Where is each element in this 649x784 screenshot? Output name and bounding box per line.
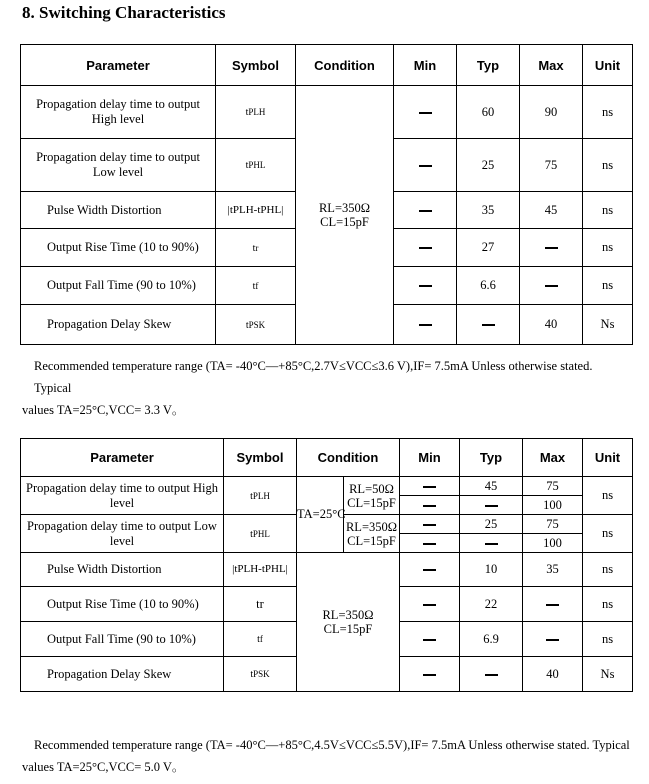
condition-rl: RL=350Ω bbox=[345, 519, 398, 534]
typ-cell bbox=[460, 534, 523, 553]
dash-icon bbox=[419, 165, 432, 167]
dash-icon bbox=[423, 543, 436, 545]
header-min: Min bbox=[400, 439, 460, 477]
max-cell: 90 bbox=[520, 86, 583, 139]
max-cell: 100 bbox=[523, 496, 583, 515]
max-cell: 45 bbox=[520, 192, 583, 229]
symbol-sub: f bbox=[255, 280, 259, 291]
typ-cell bbox=[460, 657, 523, 692]
param-cell: Propagation Delay Skew bbox=[21, 657, 224, 692]
unit-cell: ns bbox=[583, 86, 633, 139]
condition-cell bbox=[344, 477, 400, 515]
dash-icon bbox=[482, 324, 495, 326]
symbol-sub: PLH bbox=[248, 107, 266, 117]
dash-icon bbox=[485, 674, 498, 676]
param-cell: Output Fall Time (90 to 10%) bbox=[21, 622, 224, 657]
condition-rl: RL=350Ω bbox=[322, 608, 374, 622]
max-cell bbox=[520, 267, 583, 305]
symbol-main: t bbox=[250, 528, 253, 540]
dash-icon bbox=[419, 210, 432, 212]
dash-icon bbox=[485, 543, 498, 545]
unit-cell: ns bbox=[583, 229, 633, 267]
symbol-cell: |tPLH-tPHL| bbox=[216, 192, 296, 229]
dash-icon bbox=[423, 569, 436, 571]
condition-rl: RL=350Ω bbox=[318, 201, 371, 215]
table1-footnote bbox=[22, 355, 632, 421]
header-typ: Typ bbox=[457, 45, 520, 86]
condition-cl: CL=15pF bbox=[347, 495, 396, 510]
condition-rl: RL=50Ω bbox=[349, 481, 394, 496]
symbol-sub: PSK bbox=[248, 319, 266, 330]
header-symbol: Symbol bbox=[216, 45, 296, 86]
min-cell bbox=[394, 229, 457, 267]
header-condition: Condition bbox=[296, 45, 394, 86]
dash-icon bbox=[545, 247, 558, 249]
note-line: Recommended temperature range (TA= -40°C—+85°C,2.7V≤VCC≤3.6 V),IF= 7.5mA Unless otherwise stated. Typical bbox=[34, 359, 593, 395]
typ-cell bbox=[460, 496, 523, 515]
note-line: Recommended temperature range (TA= -40°C—+85°C,4.5V≤VCC≤5.5V),IF= 7.5mA Unless otherwise stated. Typical bbox=[34, 738, 630, 752]
max-cell: 75 bbox=[523, 515, 583, 534]
condition-cell bbox=[297, 553, 400, 692]
dash-icon bbox=[545, 285, 558, 287]
symbol-cell bbox=[224, 657, 297, 692]
min-cell bbox=[394, 267, 457, 305]
header-condition: Condition bbox=[297, 439, 400, 477]
param-cell: Propagation delay time to output High level bbox=[21, 86, 216, 139]
switching-table-3v3 bbox=[20, 44, 633, 345]
min-cell bbox=[400, 657, 460, 692]
typ-cell: 25 bbox=[460, 515, 523, 534]
typ-cell: 25 bbox=[457, 139, 520, 192]
unit-cell: ns bbox=[583, 267, 633, 305]
min-cell bbox=[394, 192, 457, 229]
condition-cl: CL=15pF bbox=[323, 622, 373, 636]
min-cell bbox=[400, 553, 460, 587]
condition-cl: CL=15pF bbox=[347, 533, 396, 548]
max-cell: 40 bbox=[523, 657, 583, 692]
dash-icon bbox=[546, 604, 559, 606]
typ-cell: 6.9 bbox=[460, 622, 523, 657]
max-cell: 75 bbox=[520, 139, 583, 192]
symbol-main: t bbox=[245, 319, 249, 331]
symbol-sub: PSK bbox=[253, 669, 270, 679]
dash-icon bbox=[423, 604, 436, 606]
dash-icon bbox=[419, 247, 432, 249]
table-row bbox=[21, 553, 633, 587]
symbol-cell bbox=[224, 622, 297, 657]
typ-cell: 60 bbox=[457, 86, 520, 139]
symbol-main: t bbox=[250, 490, 253, 502]
typ-cell: 22 bbox=[460, 587, 523, 622]
min-cell bbox=[400, 622, 460, 657]
param-cell: Output Rise Time (10 to 90%) bbox=[21, 587, 224, 622]
max-cell bbox=[523, 587, 583, 622]
header-max: Max bbox=[523, 439, 583, 477]
table-header-row bbox=[21, 439, 633, 477]
dash-icon bbox=[423, 524, 436, 526]
param-cell: Propagation delay time to output High level bbox=[21, 477, 224, 515]
typ-cell: 35 bbox=[457, 192, 520, 229]
min-cell bbox=[400, 477, 460, 496]
unit-cell: Ns bbox=[583, 305, 633, 345]
param-cell: Pulse Width Distortion bbox=[21, 553, 224, 587]
switching-table-5v bbox=[20, 438, 633, 692]
max-cell: 35 bbox=[523, 553, 583, 587]
max-cell bbox=[523, 622, 583, 657]
symbol-main: t bbox=[245, 160, 249, 171]
min-cell bbox=[400, 515, 460, 534]
max-cell: 75 bbox=[523, 477, 583, 496]
symbol-main: t bbox=[252, 242, 256, 254]
max-cell: 40 bbox=[520, 305, 583, 345]
unit-cell: Ns bbox=[583, 657, 633, 692]
header-max: Max bbox=[520, 45, 583, 86]
symbol-sub: PHL bbox=[252, 528, 270, 539]
min-cell bbox=[400, 496, 460, 515]
typ-cell: 6.6 bbox=[457, 267, 520, 305]
symbol-main: t bbox=[252, 280, 256, 292]
symbol-sub: r bbox=[255, 242, 259, 253]
max-cell bbox=[520, 229, 583, 267]
symbol-main: t bbox=[245, 107, 249, 118]
header-symbol: Symbol bbox=[224, 439, 297, 477]
param-cell: Propagation delay time to output Low level bbox=[21, 139, 216, 192]
symbol-main: t bbox=[250, 669, 254, 680]
dash-icon bbox=[423, 639, 436, 641]
symbol-cell bbox=[216, 267, 296, 305]
header-unit: Unit bbox=[583, 45, 633, 86]
min-cell bbox=[400, 587, 460, 622]
unit-cell: ns bbox=[583, 622, 633, 657]
param-cell: Output Fall Time (90 to 10%) bbox=[21, 267, 216, 305]
header-typ: Typ bbox=[460, 439, 523, 477]
section-heading: 8. Switching Characteristics bbox=[22, 3, 226, 22]
typ-cell: 10 bbox=[460, 553, 523, 587]
symbol-cell bbox=[224, 477, 297, 515]
symbol-cell bbox=[216, 139, 296, 192]
table-header-row bbox=[21, 45, 633, 86]
ta-condition-cell: TA=25°C bbox=[297, 477, 344, 553]
dash-icon bbox=[419, 112, 432, 114]
symbol-cell: |tPLH-tPHL| bbox=[224, 553, 297, 587]
table-row bbox=[21, 86, 633, 139]
min-cell bbox=[394, 139, 457, 192]
symbol-sub: PHL bbox=[248, 160, 266, 170]
table2-footnote bbox=[22, 734, 632, 778]
header-parameter: Parameter bbox=[21, 439, 224, 477]
param-cell: Propagation delay time to output Low level bbox=[21, 515, 224, 553]
symbol-sub: f bbox=[259, 634, 263, 644]
symbol-cell bbox=[224, 515, 297, 553]
header-min: Min bbox=[394, 45, 457, 86]
min-cell bbox=[394, 305, 457, 345]
param-cell: Output Rise Time (10 to 90%) bbox=[21, 229, 216, 267]
unit-cell: ns bbox=[583, 553, 633, 587]
dash-icon bbox=[423, 674, 436, 676]
note-line: values TA=25°C,VCC= 3.3 V。 bbox=[22, 403, 185, 417]
symbol-cell bbox=[216, 305, 296, 345]
dash-icon bbox=[485, 505, 498, 507]
condition-cell bbox=[296, 86, 394, 345]
unit-cell: ns bbox=[583, 192, 633, 229]
symbol-cell bbox=[216, 86, 296, 139]
param-cell: Propagation Delay Skew bbox=[21, 305, 216, 345]
condition-cell bbox=[344, 515, 400, 553]
condition-cl: CL=15pF bbox=[320, 215, 369, 229]
min-cell bbox=[400, 534, 460, 553]
header-unit: Unit bbox=[583, 439, 633, 477]
typ-cell: 45 bbox=[460, 477, 523, 496]
note-line: values TA=25°C,VCC= 5.0 V。 bbox=[22, 760, 185, 774]
unit-cell: ns bbox=[583, 515, 633, 553]
dash-icon bbox=[419, 285, 432, 287]
symbol-main: t bbox=[257, 634, 260, 645]
max-cell: 100 bbox=[523, 534, 583, 553]
dash-icon bbox=[423, 505, 436, 507]
symbol-cell bbox=[216, 229, 296, 267]
min-cell bbox=[394, 86, 457, 139]
unit-cell: ns bbox=[583, 139, 633, 192]
symbol-sub: PLH bbox=[252, 490, 270, 501]
typ-cell: 27 bbox=[457, 229, 520, 267]
dash-icon bbox=[546, 639, 559, 641]
dash-icon bbox=[423, 486, 436, 488]
header-parameter: Parameter bbox=[21, 45, 216, 86]
dash-icon bbox=[419, 324, 432, 326]
symbol-cell: tr bbox=[224, 587, 297, 622]
param-cell: Pulse Width Distortion bbox=[21, 192, 216, 229]
unit-cell: ns bbox=[583, 587, 633, 622]
typ-cell bbox=[457, 305, 520, 345]
table-row bbox=[21, 477, 633, 496]
unit-cell: ns bbox=[583, 477, 633, 515]
